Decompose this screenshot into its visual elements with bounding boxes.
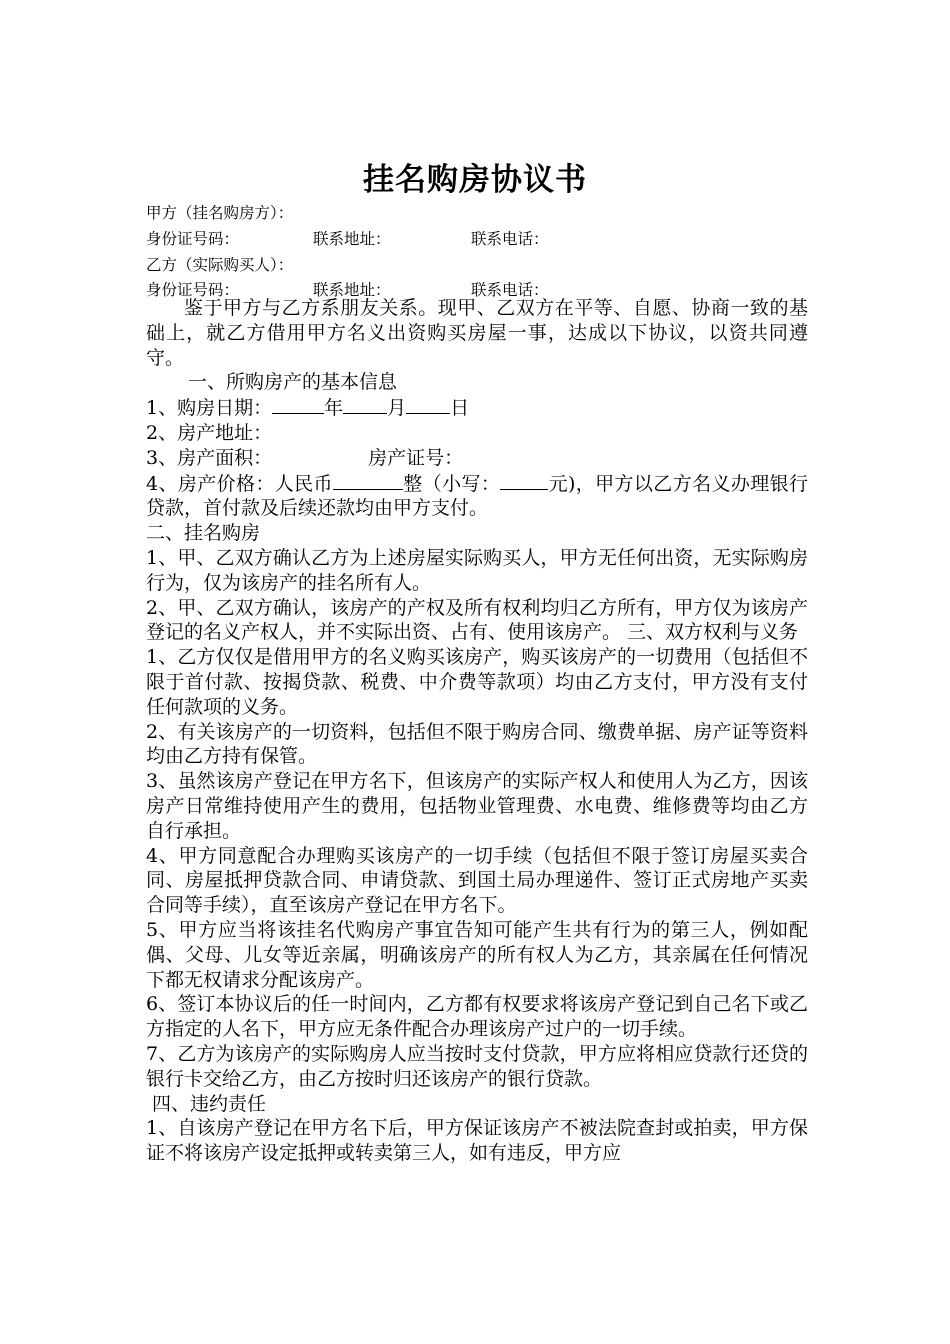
document-page: 挂名购房协议书 甲方（挂名购房方）： 身份证号码： 联系地址： 联系电话： 乙方（实际购买人）： 身份证号码： 联系地址： 联系电话： 鉴于甲方与乙方系朋友关系。现甲、乙双方在平等、自愿、协商一致的基础上，就乙方借用甲方名义出资购买房屋一事，达成以下协议，以资共同遵守。 一、所购房产的基本信息 1、购房日期： 年 月 日 2、房产地址： 3、房产面积： 房产证号： 4、房产价格：人民币 整（小写： 元)，甲方以乙方名义办理银行贷款，首付款及后续还款均由甲方支付。 二、挂名购房 1、甲、乙双方确认乙方为上述房屋实际购买人，甲方无任何出资，无实际购房行为，仅为该房产的挂名所有人。 2、甲、乙双方确认，该房产的产权及所有权利均归乙方所有，甲方仅为该房产登记的名义产权人，并不实际出资、占有、使用该房产。 三、双方权利与义务 1、乙方仅仅是借用甲方的名义购买该房产，购买该房产的一切费用（包括但不限于首付款、按揭贷款、税费、中介费等款项）均由乙方支付，甲方没有支付任何款项的义务。 2、有关该房产的一切资料，包括但不限于购房合同、缴费单据、房产证等资料均由乙方持有保管。 3、虽然该房产登记在甲方名下，但该房产的实际产权人和使用人为乙方，因该房产日常维持使用产生的费用，包括物业管理费、水电费、维修费等均由乙方自行承担。 4、甲方同意配合办理购买该房产的一切手续（包括但不限于签订房屋买卖合同、房屋抵押贷款合同、申请贷款、到国土局办理递件、签订正式房地产买卖合同等手续），直至该房产登记在甲方名下。 5、甲方应当将该挂名代购房产事宜告知可能产生共有行为的第三人，例如配偶、父母、儿女等近亲属，明确该房产的所有权人为乙方，其亲属在任何情况下都无权请求分配该房产。 6、签订本协议后的任一时间内，乙方都有权要求将该房产登记到自己名下或乙方指定的人名下，甲方应无条件配合办理该房产过户的一切手续。 7、乙方为该房产的实际购房人应当按时支付贷款，甲方应将相应贷款行还贷的银行卡交给乙方，由乙方按时归还该房产的银行贷款。 四、违约责任 1、自该房产登记在甲方名下后，甲方保证该房产不被法院查封或拍卖，甲方保证不将该房产设定抵押或转卖第三人，如有违反，甲方应 (0, 0, 950, 1344)
section-3-item: 6、签订本协议后的任一时间内，乙方都有权要求将该房产登记到自己名下或乙方指定的人名下，甲方应无条件配合办理该房产过户的一切手续。 (146, 993, 808, 1041)
day-blank (406, 395, 450, 414)
property-address-line: 2、房产地址： (146, 421, 273, 444)
property-area-line: 3、房产面积： 房产证号： (146, 446, 464, 469)
month-blank (343, 395, 387, 414)
property-price-line: 4、房产价格：人民币 整（小写： 元)，甲方以乙方名义办理银行贷款，首付款及后续还款均由甲方支付。 (146, 472, 808, 520)
section-2-item: 2、甲、乙双方确认，该房产的产权及所有权利均归乙方所有，甲方仅为该房产登记的名义产权人，并不实际出资、占有、使用该房产。 三、双方权利与义务 (146, 596, 808, 644)
section-2-item: 1、甲、乙双方确认乙方为上述房屋实际购买人，甲方无任何出资，无实际购房行为，仅为该房产的挂名所有人。 (146, 546, 808, 594)
party-a-address-label: 联系地址： (313, 230, 391, 248)
section-3-item: 2、有关该房产的一切资料，包括但不限于购房合同、缴费单据、房产证等资料均由乙方持有保管。 (146, 720, 808, 768)
document-title: 挂名购房协议书 (363, 162, 587, 198)
party-b-id-label: 身份证号码： (146, 281, 240, 299)
section-4-item: 1、自该房产登记在甲方名下后，甲方保证该房产不被法院查封或拍卖，甲方保证不将该房产设定抵押或转卖第三人，如有违反，甲方应 (146, 1117, 808, 1165)
section-2-heading: 二、挂名购房 (146, 522, 261, 545)
section-3-item: 3、虽然该房产登记在甲方名下，但该房产的实际产权人和使用人为乙方，因该房产日常维持使用产生的费用，包括物业管理费、水电费、维修费等均由乙方自行承担。 (146, 770, 808, 842)
price-numeric-blank (500, 471, 548, 490)
section-3-item: 7、乙方为该房产的实际购房人应当按时支付贷款，甲方应将相应贷款行还贷的银行卡交给乙方，由乙方按时归还该房产的银行贷款。 (146, 1042, 808, 1090)
purchase-date-line: 1、购房日期： 年 月 日 (146, 397, 470, 420)
section-3-item: 5、甲方应当将该挂名代购房产事宜告知可能产生共有行为的第三人，例如配偶、父母、儿女等近亲属，明确该房产的所有权人为乙方，其亲属在任何情况下都无权请求分配该房产。 (146, 918, 808, 991)
year-blank (272, 395, 324, 414)
section-4-heading: 四、违约责任 (152, 1092, 267, 1115)
price-uppercase-blank (333, 471, 403, 490)
party-a-phone-label: 联系电话： (471, 230, 549, 248)
document-body (146, 296, 808, 1166)
section-3-item: 4、甲方同意配合办理购买该房产的一切手续（包括但不限于签订房屋买卖合同、房屋抵押贷款合同、申请贷款、到国土局办理递件、签订正式房地产买卖合同等手续），直至该房产登记在甲方名下。 (146, 844, 808, 917)
party-b-address-label: 联系地址： (313, 281, 391, 299)
section-3-item: 1、乙方仅仅是借用甲方的名义购买该房产，购买该房产的一切费用（包括但不限于首付款、按揭贷款、税费、中介费等款项）均由乙方支付，甲方没有支付任何款项的义务。 (146, 646, 808, 718)
party-a-id-label: 身份证号码： (146, 230, 240, 248)
section-1-heading: 一、所购房产的基本信息 (188, 371, 398, 394)
party-b-phone-label: 联系电话： (471, 281, 549, 299)
preamble: 鉴于甲方与乙方系朋友关系。现甲、乙双方在平等、自愿、协商一致的基础上，就乙方借用甲方名义出资购买房屋一事，达成以下协议，以资共同遵守。 (146, 297, 808, 369)
